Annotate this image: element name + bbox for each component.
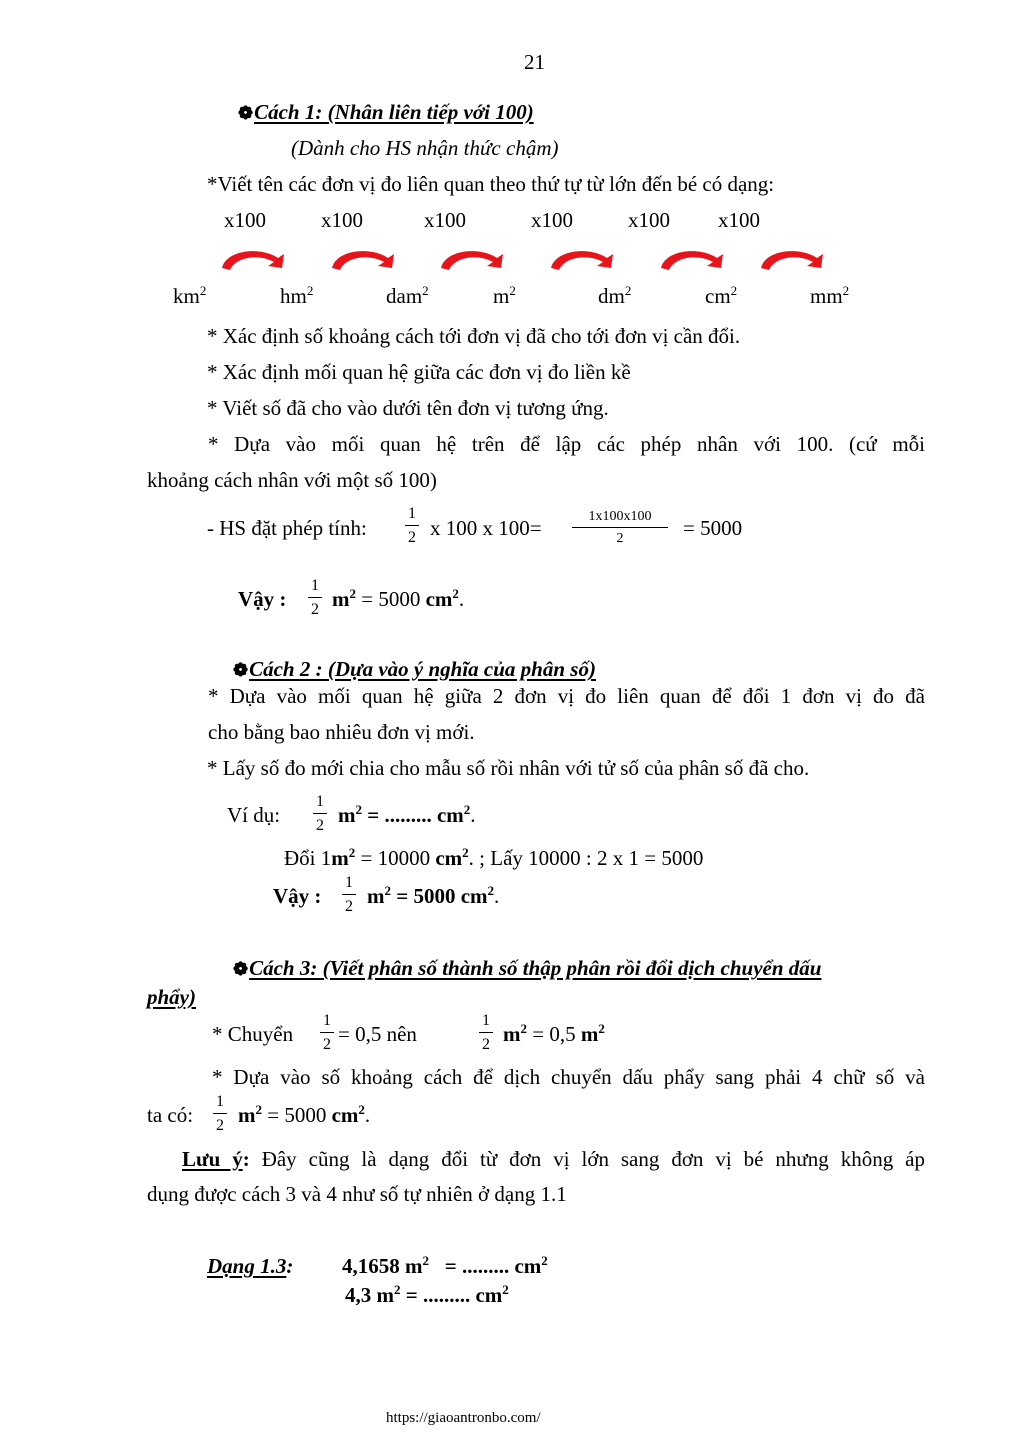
fraction: 1 2 <box>308 578 322 618</box>
note-label: Lưu ý <box>182 1147 243 1171</box>
method1-bullet: * Viết số đã cho vào dưới tên đơn vị tương ứng. <box>207 396 609 420</box>
curved-arrow-icon <box>220 244 288 270</box>
method3-shift-line: * Dựa vào số khoảng cách để dịch chuyển dấu phẩy sang phải 4 chữ số và <box>212 1065 925 1089</box>
fraction: 1 2 <box>479 1013 493 1053</box>
convert-line: Đổi $1m^2 = 10000$ $cm^2$. ; Lấy 10000 : 2 x 1 = 5000 <box>284 845 704 870</box>
unit-label: $mm^2$ <box>810 283 850 308</box>
note-line-continued: dụng được cách 3 và 4 như số tự nhiên ở dạng 1.1 <box>147 1182 567 1206</box>
conclusion-equation: $m^2 = 5000$ $cm^2$. <box>367 883 500 908</box>
unit-label: $cm^2$ <box>705 283 738 308</box>
method1-title: ❁Cách 1: (Nhân liên tiếp với 100) <box>238 100 534 124</box>
multiplier-label: x100 <box>224 208 266 232</box>
flower-bullet-icon: ❁ <box>233 660 249 680</box>
method3-title: ❁Cách 3: (Viết phân số thành số thập phân rồi đổi dịch chuyển dấu <box>233 956 822 980</box>
curved-arrow-icon <box>330 244 398 270</box>
calc-prefix: - HS đặt phép tính: <box>207 516 367 540</box>
method3-convert-mid: = 0,5 nên <box>338 1022 417 1046</box>
curved-arrow-icon <box>549 244 617 270</box>
method2-title: ❁Cách 2 : (Dựa vào ý nghĩa của phân số) <box>233 657 596 681</box>
method3-shift-prefix: ta có: <box>147 1103 194 1127</box>
multiplier-label: x100 <box>321 208 363 232</box>
method3-shift-result: $m^2 = 5000$ $cm^2$. <box>238 1102 371 1127</box>
flower-bullet-icon: ❁ <box>238 103 254 123</box>
form13-label: Dạng 1.3: <box>207 1254 294 1278</box>
unit-label: $dm^2$ <box>598 283 632 308</box>
method3-convert-prefix: * Chuyển <box>212 1022 294 1046</box>
fraction: 1 2 <box>405 506 419 546</box>
conclusion-label: Vậy : <box>238 587 287 611</box>
method1-bullet: * Dựa vào mối quan hệ trên để lập các phép nhân với 100. (cứ mỗi <box>208 432 925 456</box>
method1-intro: *Viết tên các đơn vị đo liên quan theo thứ tự từ lớn đến bé có dạng: <box>207 172 775 196</box>
method3-convert-result: $m^2 = 0,5$ $m^2$ <box>503 1021 605 1046</box>
method1-subtitle: (Dành cho HS nhận thức chậm) <box>291 136 559 160</box>
method2-bullet: * Dựa vào mối quan hệ giữa 2 đơn vị đo liên quan để đổi 1 đơn vị đo đã <box>208 684 925 708</box>
unit-label: $m^2$ <box>493 283 516 308</box>
method2-bullet-continued: cho bằng bao nhiêu đơn vị mới. <box>208 720 475 744</box>
fraction: 1 2 <box>213 1094 227 1134</box>
fraction: 1 2 <box>320 1013 334 1053</box>
multiplier-label: x100 <box>628 208 670 232</box>
method1-bullet: * Xác định mối quan hệ giữa các đơn vị đo liền kề <box>207 360 631 384</box>
calc-middle: x 100 x 100= <box>430 516 542 540</box>
curved-arrow-icon <box>659 244 727 270</box>
conclusion-label: Vậy : <box>273 884 322 908</box>
curved-arrow-icon <box>439 244 507 270</box>
page-number: 21 <box>524 50 545 74</box>
big-fraction: 1x100x100 2 <box>572 510 668 546</box>
curved-arrow-icon <box>759 244 827 270</box>
footer-url[interactable]: https://giaoantronbo.com/ <box>386 1410 541 1426</box>
conclusion-equation: $m^2 = 5000$ $cm^2$. <box>332 586 465 611</box>
method1-bullet: * Xác định số khoảng cách tới đơn vị đã cho tới đơn vị cần đổi. <box>207 324 741 348</box>
example-label: Ví dụ: <box>227 803 281 827</box>
note-line: Lưu ý: Đây cũng là dạng đổi từ đơn vị lớn sang đơn vị bé nhưng không áp <box>182 1147 926 1171</box>
flower-bullet-icon: ❁ <box>233 959 249 979</box>
unit-label: dam$^2$ <box>386 283 429 308</box>
method2-bullet: * Lấy số đo mới chia cho mẫu số rồi nhân với tử số của phân số đã cho. <box>207 756 810 780</box>
form13-line2: 4,3 $m^2$ = ......... $cm^2$ <box>345 1282 509 1307</box>
unit-label: $km^2$ <box>173 283 207 308</box>
calc-result: = 5000 <box>683 516 743 540</box>
multiplier-label: x100 <box>424 208 466 232</box>
example-equation: $m^2$ = ......... $cm^2$. <box>338 802 476 827</box>
fraction: 1 2 <box>313 794 327 834</box>
multiplier-label: x100 <box>718 208 760 232</box>
method3-title-continued: phẩy) <box>147 985 196 1009</box>
fraction: 1 2 <box>342 875 356 915</box>
method1-bullet-continued: khoảng cách nhân với một số 100) <box>147 468 437 492</box>
form13-line1: 4,1658 $m^2$ = ......... $cm^2$ <box>342 1253 548 1278</box>
unit-label: $hm^2$ <box>280 283 314 308</box>
multiplier-label: x100 <box>531 208 573 232</box>
